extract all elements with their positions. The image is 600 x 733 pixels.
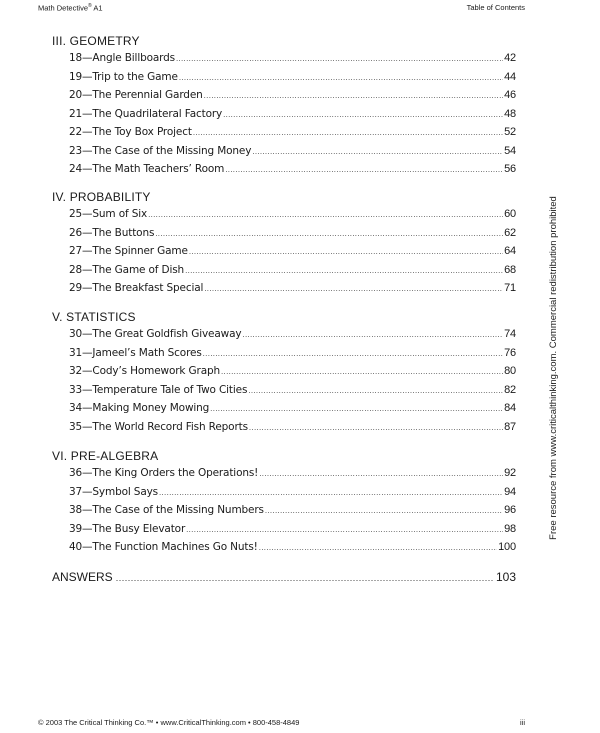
toc-entry	[69, 399, 516, 418]
side-redistribution-notice: Free resource from www.criticalthinking.com. Commercial redistribution prohibited	[548, 196, 559, 540]
entry-page: 80	[504, 365, 516, 377]
entry-page: 74	[504, 328, 516, 340]
dot-leader	[265, 502, 503, 521]
entry-page: 92	[504, 467, 516, 479]
toc-entry	[69, 520, 516, 539]
dot-leader	[249, 419, 503, 438]
header-section-label: Table of Contents	[466, 3, 525, 12]
entry-title: 36—The King Orders the Operations!	[69, 467, 259, 479]
toc-entry	[69, 242, 516, 261]
entry-title: 39—The Busy Elevator	[69, 522, 186, 535]
entry-title: 32—Cody’s Homework Graph	[69, 365, 221, 377]
entry-page: 46	[504, 89, 516, 101]
entry-title: 25—Sum of Six	[69, 208, 148, 220]
entry-title: 20—The Perennial Garden	[69, 89, 203, 101]
dot-leader	[225, 161, 503, 180]
dot-leader	[242, 326, 503, 345]
entry-title: 21—The Quadrilateral Factory	[69, 107, 223, 120]
entry-title: 31—Jameel’s Math Scores	[69, 346, 202, 359]
section-title: V. STATISTICS	[52, 310, 136, 324]
toc-entry	[69, 160, 516, 179]
entry-title: 29—The Breakfast Special	[69, 282, 204, 294]
toc-entry	[69, 261, 516, 280]
entry-title: 30—The Great Goldfish Giveaway	[69, 328, 242, 340]
dot-leader	[148, 206, 503, 225]
dot-leader	[204, 280, 503, 299]
footer-page-number: iii	[520, 718, 525, 727]
entry-page: 48	[504, 107, 516, 120]
answers-title: ANSWERS	[52, 570, 113, 584]
toc-entry	[69, 362, 516, 381]
toc-entry	[69, 205, 516, 224]
dot-leader	[203, 345, 503, 364]
dot-leader	[189, 243, 503, 262]
dot-leader	[259, 539, 497, 558]
entry-title: 19—Trip to the Game	[69, 70, 178, 83]
entry-title: 26—The Buttons	[69, 226, 155, 239]
toc-entry	[69, 501, 516, 520]
entry-title: 22—The Toy Box Project	[69, 126, 192, 138]
entry-page: 82	[504, 383, 516, 396]
section-title: III. GEOMETRY	[52, 34, 140, 48]
dot-leader	[155, 225, 503, 244]
dot-leader	[221, 363, 503, 382]
section-statistics	[52, 309, 516, 436]
toc-entry	[69, 381, 516, 400]
entry-page: 100	[498, 541, 516, 553]
dot-leader	[176, 50, 503, 69]
dot-leader	[210, 400, 503, 419]
entry-page: 84	[504, 402, 516, 414]
section-pre-algebra	[52, 448, 516, 557]
entry-page: 98	[504, 522, 516, 535]
dot-leader	[248, 382, 503, 401]
page-footer	[38, 718, 525, 727]
toc-entry	[69, 325, 516, 344]
entry-page: 44	[504, 70, 516, 83]
toc-entry	[69, 142, 516, 161]
entry-page: 56	[504, 163, 516, 175]
toc-entry	[69, 68, 516, 87]
entry-title: 28—The Game of Dish	[69, 263, 185, 276]
dot-leader	[159, 484, 503, 503]
dot-leader	[193, 124, 503, 143]
section-probability	[52, 189, 516, 298]
toc-entry	[69, 418, 516, 437]
entry-page: 96	[504, 504, 516, 516]
toc-entry	[69, 344, 516, 363]
entry-title: 40—The Function Machines Go Nuts!	[69, 541, 258, 553]
entry-page: 62	[504, 226, 516, 239]
answers-entry	[52, 570, 516, 584]
entry-title: 37—Symbol Says	[69, 485, 158, 498]
entry-page: 87	[504, 420, 516, 433]
entry-page: 94	[504, 485, 516, 498]
entry-title: 35—The World Record Fish Reports	[69, 420, 248, 433]
footer-copyright: © 2003 The Critical Thinking Co.™ • www.CriticalThinking.com • 800-458-4849	[38, 718, 300, 727]
answers-page: 103	[495, 570, 516, 584]
entry-title: 23—The Case of the Missing Money	[69, 144, 252, 157]
dot-leader	[223, 106, 503, 125]
toc-entry	[69, 49, 516, 68]
book-title: Math Detective® A1	[38, 3, 103, 13]
section-title: IV. PROBABILITY	[52, 190, 151, 204]
toc-entry	[69, 123, 516, 142]
entry-page: 64	[504, 245, 516, 257]
dot-leader	[252, 143, 503, 162]
entry-page: 60	[504, 208, 516, 220]
entry-page: 54	[504, 144, 516, 157]
dot-leader	[179, 69, 503, 88]
entry-title: 34—Making Money Mowing	[69, 402, 210, 414]
entry-page: 52	[504, 126, 516, 138]
toc-entry	[69, 86, 516, 105]
dot-leader	[116, 573, 493, 583]
section-title: VI. PRE-ALGEBRA	[52, 449, 159, 463]
entry-title: 27—The Spinner Game	[69, 245, 188, 257]
section-geometry	[52, 33, 516, 179]
entry-page: 42	[504, 52, 516, 64]
toc-entry	[69, 224, 516, 243]
dot-leader	[204, 87, 503, 106]
toc-entry	[69, 483, 516, 502]
entry-page: 68	[504, 263, 516, 276]
entry-title: 33—Temperature Tale of Two Cities	[69, 383, 248, 396]
dot-leader	[186, 521, 503, 540]
entry-page: 71	[504, 282, 516, 294]
dot-leader	[259, 465, 503, 484]
entry-page: 76	[504, 346, 516, 359]
entry-title: 24—The Math Teachers’ Room	[69, 163, 225, 175]
dot-leader	[185, 262, 503, 281]
entry-title: 38—The Case of the Missing Numbers	[69, 504, 264, 516]
toc-entry	[69, 279, 516, 298]
entry-title: 18—Angle Billboards	[69, 52, 175, 64]
toc-entry	[69, 105, 516, 124]
toc-entry	[69, 464, 516, 483]
toc-entry	[69, 538, 516, 557]
page-header	[38, 3, 525, 13]
